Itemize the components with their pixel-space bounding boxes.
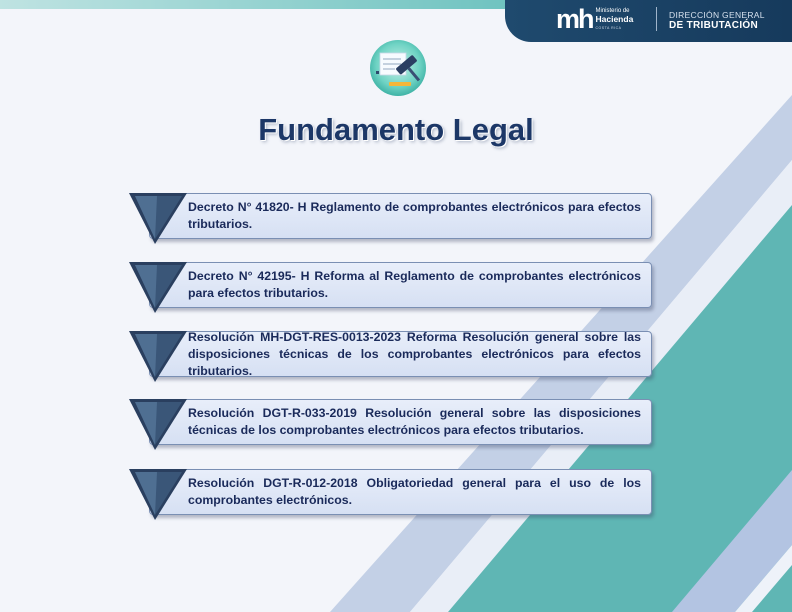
list-item xyxy=(127,329,652,384)
mh-logo-icon: mh xyxy=(556,4,593,34)
list-item xyxy=(127,260,652,315)
item-box xyxy=(149,469,652,515)
list-item xyxy=(127,467,652,522)
header-divider xyxy=(656,7,657,31)
triangle-bullet-icon xyxy=(127,397,189,452)
triangle-bullet-icon xyxy=(127,260,189,315)
item-text: Resolución DGT-R-033-2019 Resolución general sobre las disposiciones técnicas de los comprobantes electrónicos para efectos tributarios. xyxy=(188,406,641,437)
page-title: Fundamento Legal xyxy=(258,112,534,147)
gavel-document-icon xyxy=(367,37,429,99)
item-box xyxy=(149,193,652,239)
triangle-bullet-icon xyxy=(127,329,189,384)
triangle-bullet-icon xyxy=(127,191,189,246)
list-item xyxy=(127,397,652,452)
item-text: Decreto N° 41820- H Reglamento de comprobantes electrónicos para efectos tributarios. xyxy=(188,200,641,231)
ministry-line2: Hacienda xyxy=(595,13,634,24)
triangle-bullet-icon xyxy=(127,467,189,522)
list-item xyxy=(127,191,652,246)
ministry-line3: COSTA RICA xyxy=(595,25,622,30)
item-text: Resolución MH-DGT-RES-0013-2023 Reforma Resolución general sobre las disposiciones técnicas de los comprobantes electrónicos para efectos tributarios. xyxy=(188,329,641,378)
dept-line1: DIRECCIÓN GENERAL xyxy=(669,10,765,20)
item-text: Decreto N° 42195- H Reforma al Reglamento de comprobantes electrónicos para efectos tributarios. xyxy=(188,269,641,300)
ministry-line1: Ministerio de xyxy=(595,7,630,14)
item-box xyxy=(149,399,652,445)
top-teal-strip xyxy=(0,0,510,9)
item-box xyxy=(149,331,652,377)
item-text: Resolución DGT-R-012-2018 Obligatoriedad general para el uso de los comprobantes electrónicos. xyxy=(188,476,641,507)
ministry-logo xyxy=(556,6,633,32)
item-box xyxy=(149,262,652,308)
dept-line2: DE TRIBUTACIÓN xyxy=(669,20,759,31)
